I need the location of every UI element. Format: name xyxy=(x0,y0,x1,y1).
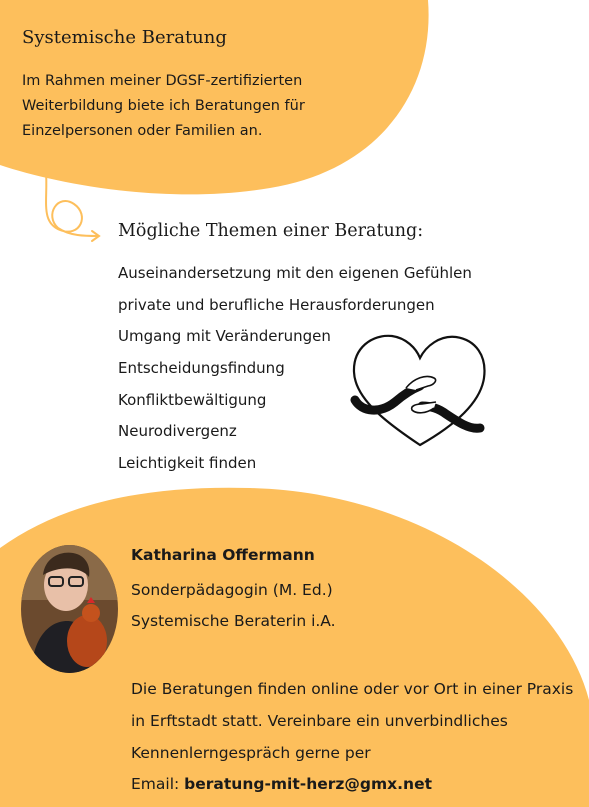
theme-item: Leichtigkeit finden xyxy=(118,454,257,473)
profile-name: Katharina Offermann xyxy=(131,546,315,564)
email-link[interactable]: beratung-mit-herz@gmx.net xyxy=(184,775,432,794)
theme-item: Konfliktbewältigung xyxy=(118,390,267,409)
theme-item: Neurodivergenz xyxy=(118,422,237,441)
theme-item: Umgang mit Veränderungen xyxy=(118,327,331,346)
info-paragraph xyxy=(131,674,581,801)
intro-text: Im Rahmen meiner DGSF-zertifizierten Weiterbildung biete ich Beratungen für Einzelpersonen oder Familien an. xyxy=(22,73,305,139)
profile-role-2: Systemische Beraterin i.A. xyxy=(131,612,336,630)
theme-item: private und berufliche Herausforderungen xyxy=(118,295,435,314)
themes-list xyxy=(118,258,472,480)
theme-item: Auseinandersetzung mit den eigenen Gefühlen xyxy=(118,264,472,282)
email-label: Email: xyxy=(131,775,180,794)
theme-item: Entscheidungsfindung xyxy=(118,359,285,378)
info-text: Die Beratungen finden online oder vor Ort in einer Praxis in Erftstadt statt. Vereinbare ein unverbindliches Kennenlerngespräch gerne per xyxy=(131,680,574,762)
profile-role-1: Sonderpädagogin (M. Ed.) xyxy=(131,581,333,599)
themes-title: Mögliche Themen einer Beratung: xyxy=(118,221,424,241)
section-title: Systemische Beratung xyxy=(22,27,227,48)
profile-photo xyxy=(21,545,118,673)
